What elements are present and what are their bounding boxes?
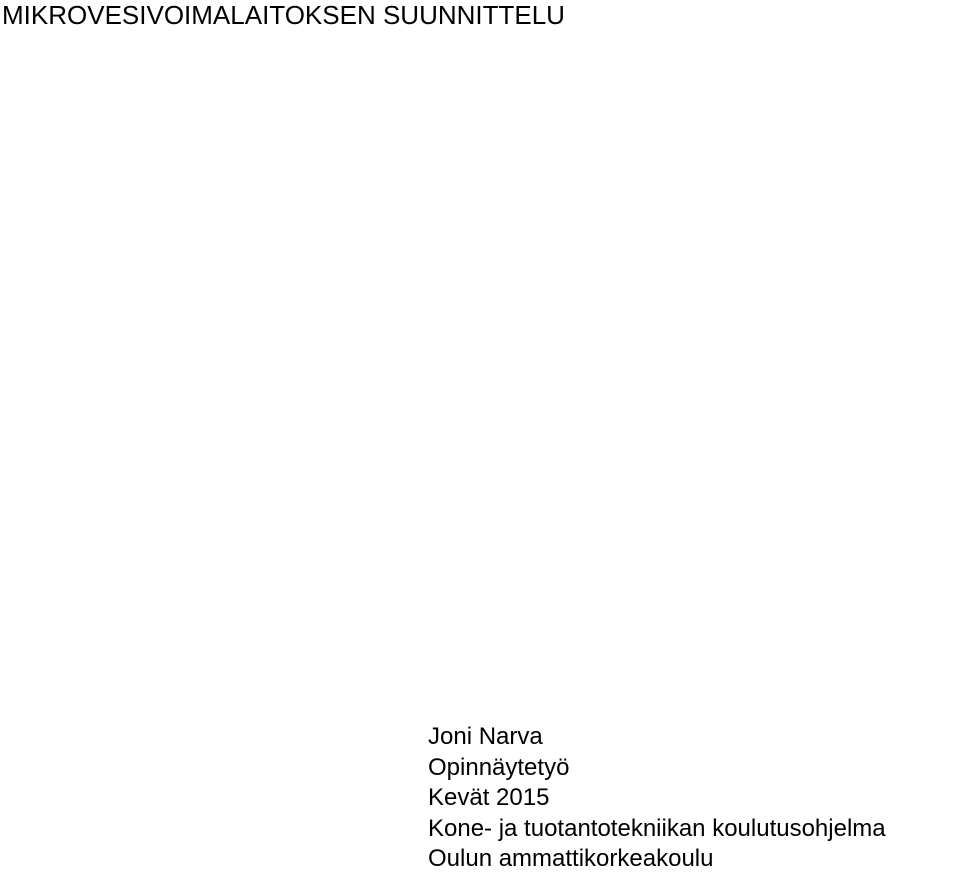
degree-programme: Kone- ja tuotantotekniikan koulutusohjelma (428, 814, 886, 842)
title-page-meta-block (428, 722, 886, 875)
institution-name: Oulun ammattikorkeakoulu (428, 845, 714, 872)
document-title: MIKROVESIVOIMALAITOKSEN SUUNNITTELU (2, 0, 565, 30)
author-name: Joni Narva (428, 723, 543, 750)
document-type: Opinnäytetyö (428, 753, 570, 781)
term: Kevät 2015 (428, 784, 550, 811)
